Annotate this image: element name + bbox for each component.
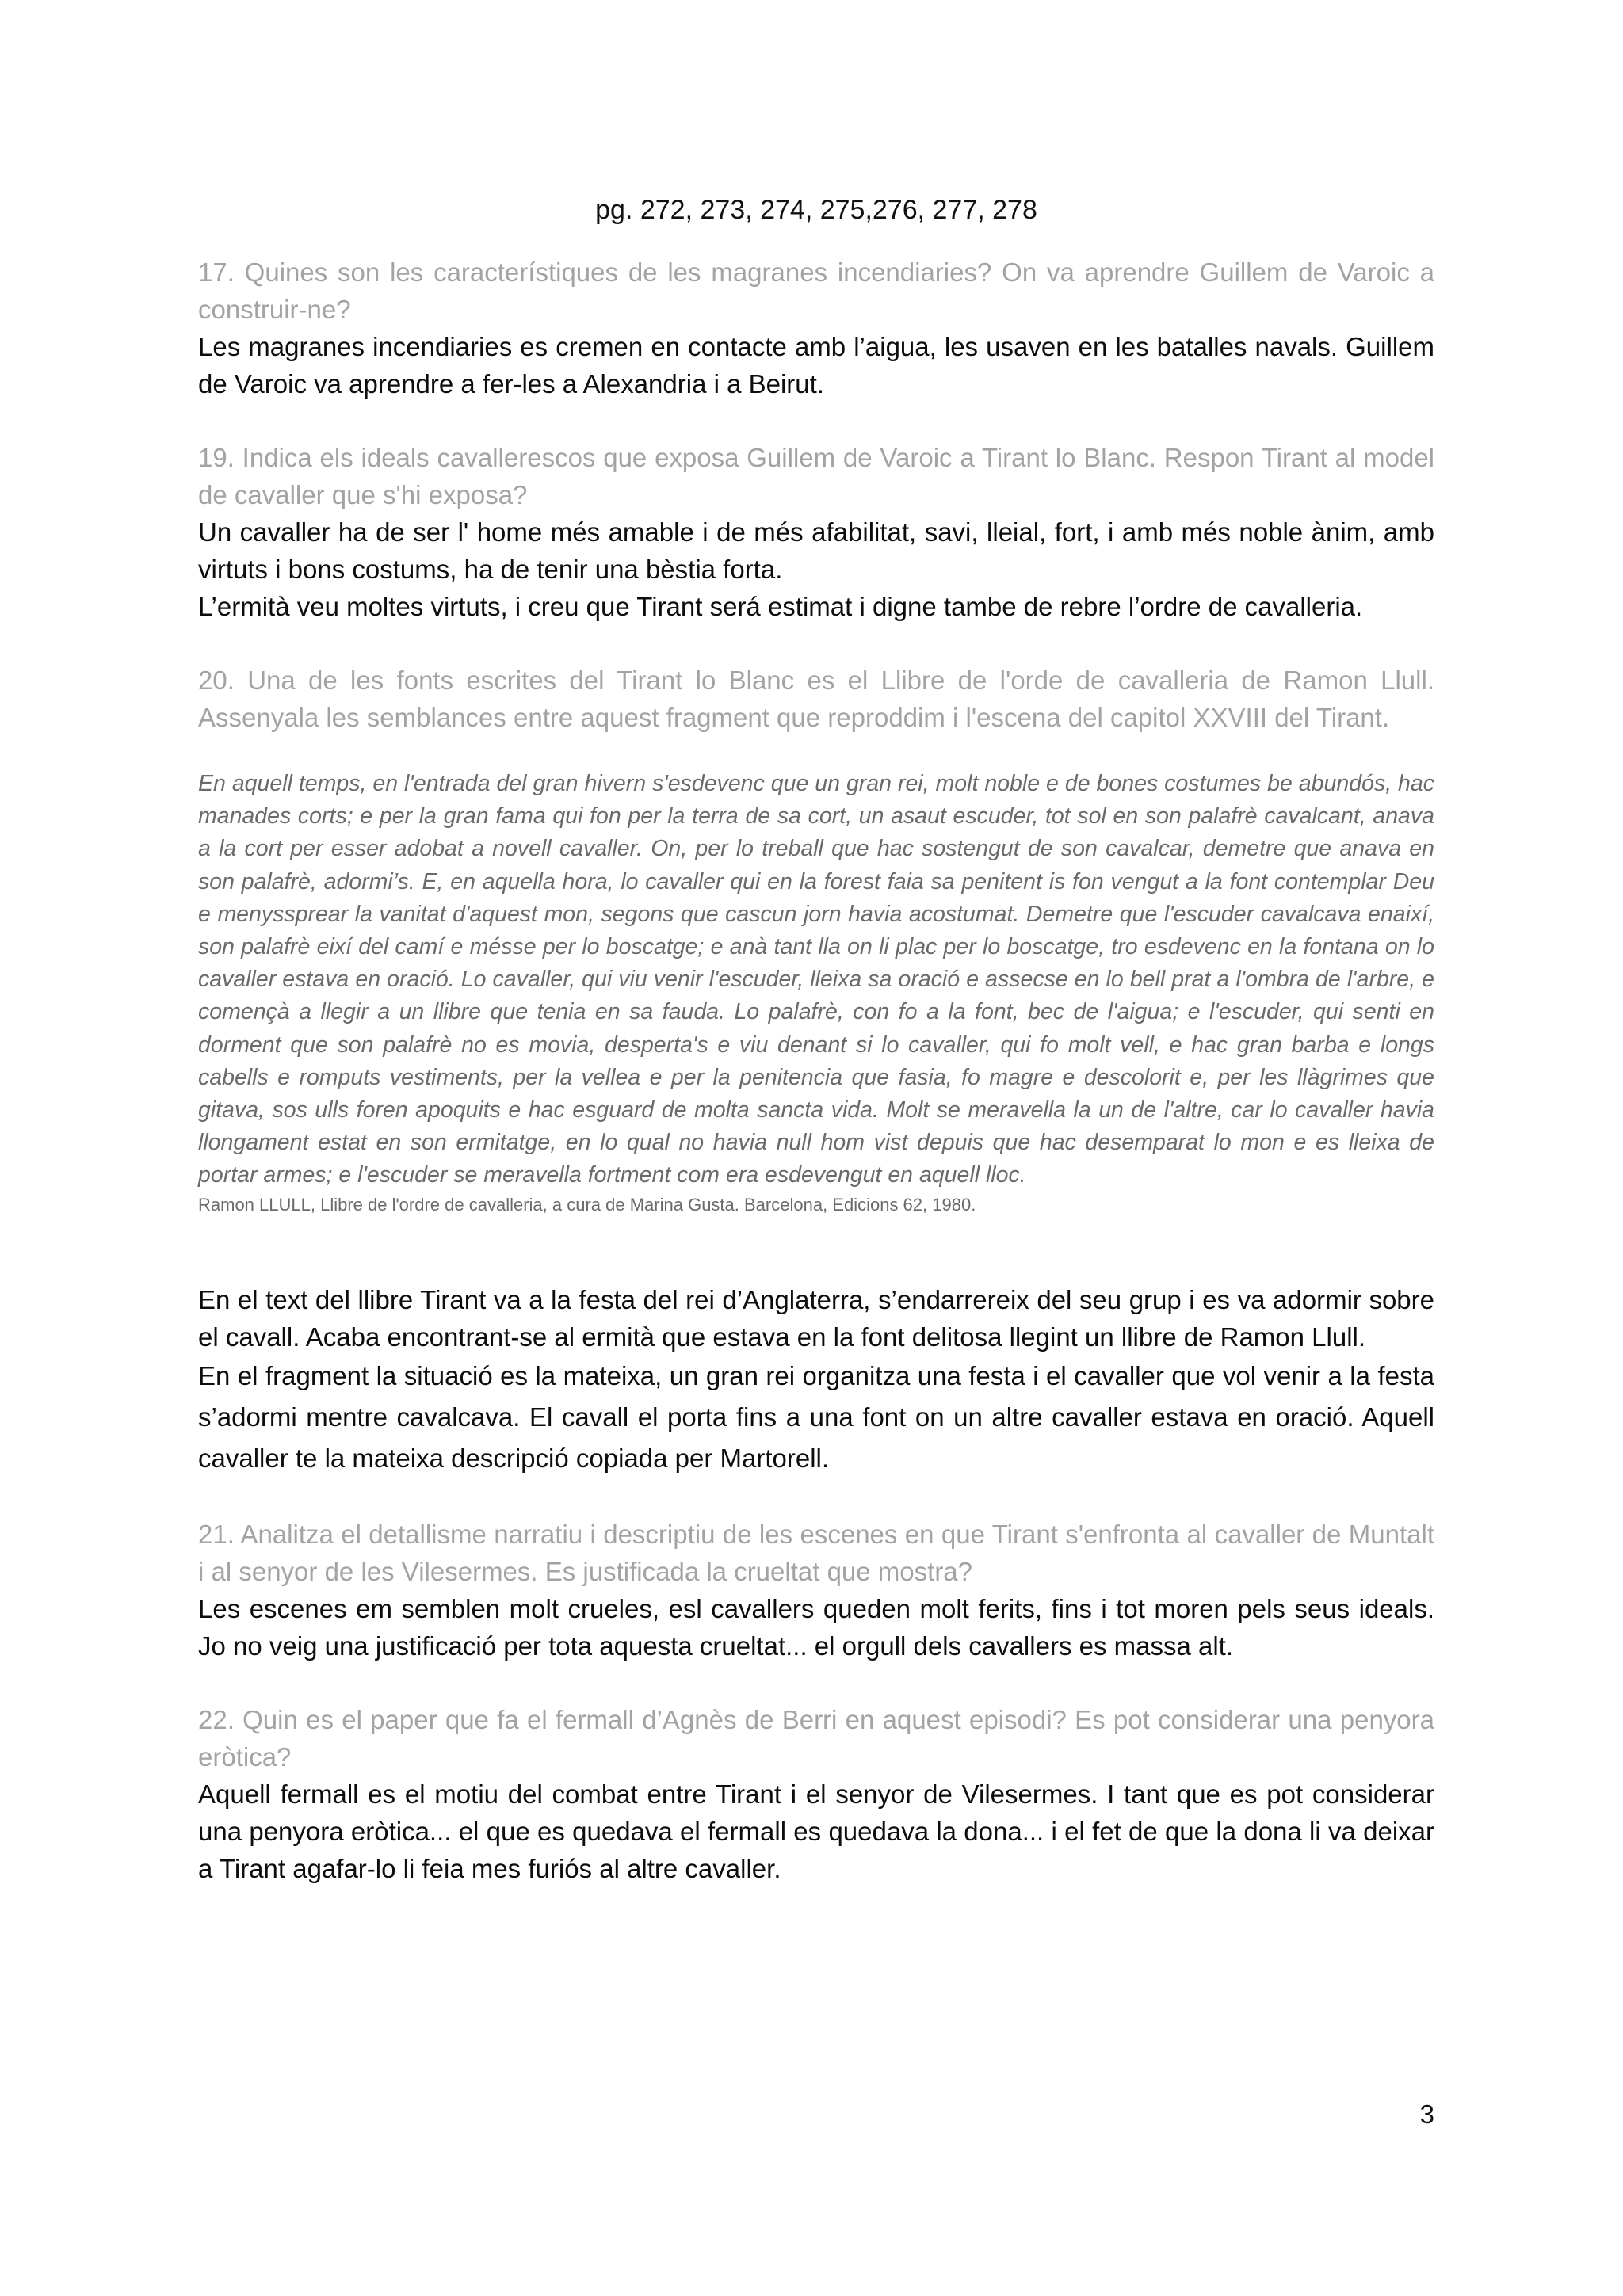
- question-21: 21. Analitza el detallisme narratiu i descriptiu de les escenes en que Tirant s'enfronta al cavaller de Muntalt i al senyor de les Vilesermes. Es justificada la crueltat que mostra?: [198, 1519, 1434, 1586]
- spacer: [198, 1479, 1434, 1516]
- quote-citation: Ramon LLULL, Llibre de l'ordre de cavalleria, a cura de Marina Gusta. Barcelona, Edicions 62, 1980.: [198, 1194, 976, 1215]
- answer-21: Les escenes em semblen molt crueles, esl cavallers queden molt ferits, fins i tot moren pels seus ideals. Jo no veig una justificació per tota aquesta crueltat... el orgull dels cavallers es massa alt.: [198, 1593, 1434, 1661]
- document-page: [198, 190, 1434, 1887]
- question-22: 22. Quin es el paper que fa el fermall d’Agnès de Berri en aquest episodi? Es pot considerar una penyora eròtica?: [198, 1704, 1434, 1772]
- question-17: 17. Quines son les característiques de les magranes incendiaries? On va aprendre Guillem de Varoic a construir-ne?: [198, 257, 1434, 324]
- question-20-section: [198, 662, 1434, 1479]
- answer-19-paragraph-2: L’ermità veu moltes virtuts, i creu que Tirant será estimat i digne tambe de rebre l’ordre de cavalleria.: [198, 592, 1363, 621]
- question-19: 19. Indica els ideals cavallerescos que exposa Guillem de Varoic a Tirant lo Blanc. Respon Tirant al model de cavaller que s'hi exposa?: [198, 443, 1434, 509]
- question-21-section: [198, 1516, 1434, 1665]
- spacer: [198, 1665, 1434, 1701]
- answer-20-paragraph-1: En el text del llibre Tirant va a la festa del rei d’Anglaterra, s’endarrereix del seu grup i es va adormir sobre el cavall. Acaba encontrant-se al ermità que estava en la font delitosa llegint un llibre de Ramon Llull.: [198, 1284, 1434, 1352]
- answer-22: Aquell fermall es el motiu del combat entre Tirant i el senyor de Vilesermes. I tant que es pot considerar una penyora eròtica... el que es quedava el fermall es quedava la dona... i el fet de que la dona li va deixar a Tirant agafar-lo li feia mes furiós al altre cavaller.: [198, 1779, 1434, 1883]
- spacer: [198, 625, 1434, 662]
- spacer: [198, 736, 1434, 768]
- spacer: [198, 402, 1434, 439]
- answer-19-paragraph-1: Un cavaller ha de ser l' home més amable i de més afabilitat, savi, lleial, fort, i amb més noble ànim, amb virtuts i bons costums, ha de tenir una bèstia forta.: [198, 517, 1434, 584]
- question-20: 20. Una de les fonts escrites del Tirant lo Blanc es el Llibre de l'orde de cavalleria de Ramon Llull. Assenyala les semblances entre aquest fragment que reproddim i l'escena del capitol XXVIII del Tirant.: [198, 666, 1434, 732]
- page-header: pg. 272, 273, 274, 275,276, 277, 278: [595, 195, 1037, 225]
- spacer: [198, 1218, 1434, 1281]
- answer-17: Les magranes incendiaries es cremen en contacte amb l’aigua, les usaven en les batalles navals. Guillem de Varoic va aprendre a fer-les a Alexandria i a Beirut.: [198, 332, 1434, 399]
- question-22-section: [198, 1701, 1434, 1887]
- llull-quote: En aquell temps, en l'entrada del gran hivern s'esdevenc que un gran rei, molt noble e de bones costumes be abundós, hac manades corts; e per la gran fama qui fon per la terra de sa cort, un asaut escuder, tot sol en son palafrè cavalcant, anava a la cort per esser adobat a novell cavaller. On, per lo treball que hac sostengut de son cavalcar, demetre que anava en son palafrè, adormi’s. E, en aquella hora, lo cavaller qui en la forest faia sa penitent is fon vengut a la font contemplar Deu e menyssprear la vanitat d'aquest mon, segons que cascun jorn havia acostumat. Demetre que l'escuder cavalcava enaixí, son palafrè eixí del camí e mésse per lo boscatge; e anà tant lla on li plac per lo boscatge, tro esdevenc en la fontana on lo cavaller estava en oració. Lo cavaller, qui viu venir l'escuder, lleixa sa oració e assecse en lo bell prat a l'ombra de l'arbre, e començà a llegir a un llibre que tenia en sa fauda. Lo palafrè, con fo a la font, bec de l'aigua; e l'escuder, qui senti en dorment que son palafrè no es movia, desperta's e viu denant si lo cavaller, qui fo molt vell, e hac gran barba e longs cabells e romputs vestiments, per la vellea e per la penitencia que fasia, fo magre e descolorit e, per les llàgrimes que gitava, sos ulls foren apoquits e hac esguard de molta sancta vida. Molt se meravella la un de l'altre, car lo cavaller havia llongament estat en son ermitatge, en lo qual no havia null hom vist depuis que hac desemparat lo mon e es lleixa de portar armes; e l'escuder se meravella fortment com era esdevengut en aquell lloc.: [198, 771, 1434, 1188]
- question-17-section: [198, 254, 1434, 402]
- page-number: 3: [1419, 2100, 1434, 2129]
- answer-20-paragraph-2: En el fragment la situació es la mateixa, un gran rei organitza una festa i el cavaller que vol venir a la festa s’adormi mentre cavalcava. El cavall el porta fins a una font on un altre cavaller estava en oració. Aquell cavaller te la mateixa descripció copiada per Martorell.: [198, 1360, 1434, 1473]
- question-19-section: [198, 439, 1434, 625]
